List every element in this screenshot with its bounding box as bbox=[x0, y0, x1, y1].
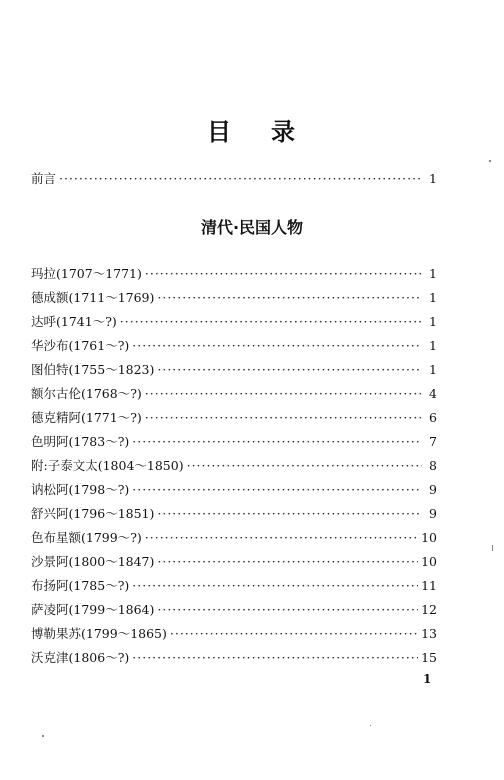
dot-leader bbox=[157, 289, 422, 307]
dot-leader bbox=[132, 649, 418, 667]
toc-entry[interactable] bbox=[31, 313, 437, 331]
toc-entry-page: 7 bbox=[429, 434, 437, 449]
toc-entry-page: 9 bbox=[429, 482, 437, 497]
footer-page-number: 1 bbox=[423, 672, 432, 686]
toc-entry-page: 1 bbox=[429, 171, 437, 186]
toc-entry-preface[interactable] bbox=[31, 170, 437, 188]
toc-entry-page: 10 bbox=[421, 554, 437, 569]
toc-entry-page: 1 bbox=[429, 362, 437, 377]
toc-entry[interactable] bbox=[31, 361, 437, 379]
toc-entry-page: 1 bbox=[429, 290, 437, 305]
dot-leader bbox=[157, 361, 422, 379]
scan-speck bbox=[42, 735, 44, 737]
page-title bbox=[0, 112, 504, 147]
toc-entry[interactable] bbox=[31, 601, 437, 619]
toc-entry-page: 11 bbox=[421, 578, 437, 593]
dot-leader bbox=[59, 170, 422, 188]
toc-entry-label: 色明阿(1783～?) bbox=[31, 434, 130, 449]
toc-entry-label: 图伯特(1755～1823) bbox=[31, 362, 155, 377]
toc-entry-label: 讷松阿(1798～?) bbox=[31, 482, 130, 497]
toc-entry[interactable] bbox=[31, 529, 437, 547]
toc-entry-label: 沙景阿(1800～1847) bbox=[31, 554, 155, 569]
toc-entry-label: 沃克津(1806～?) bbox=[31, 650, 130, 665]
toc-entry[interactable] bbox=[31, 289, 437, 307]
toc-entry-label: 萨凌阿(1799～1864) bbox=[31, 602, 155, 617]
toc-entry[interactable] bbox=[31, 481, 437, 499]
toc-entry-page: 1 bbox=[429, 338, 437, 353]
toc-entry[interactable] bbox=[31, 649, 437, 667]
toc-entry-page: 6 bbox=[429, 410, 437, 425]
dot-leader bbox=[187, 457, 422, 475]
toc-entry-label: 华沙布(1761～?) bbox=[31, 338, 130, 353]
toc-entry-page: 4 bbox=[429, 386, 437, 401]
dot-leader bbox=[170, 625, 418, 643]
scan-speck bbox=[489, 160, 491, 162]
toc-entry[interactable] bbox=[31, 625, 437, 643]
dot-leader bbox=[120, 313, 422, 331]
toc-entry[interactable] bbox=[31, 385, 437, 403]
toc-entry-label: 额尔古伦(1768～?) bbox=[31, 386, 142, 401]
toc-entry-label: 德成额(1711～1769) bbox=[31, 290, 155, 305]
dot-leader bbox=[132, 433, 422, 451]
scan-speck bbox=[370, 725, 371, 726]
dot-leader bbox=[132, 481, 422, 499]
dot-leader bbox=[157, 553, 418, 571]
toc-entry[interactable] bbox=[31, 577, 437, 595]
title-char-right: 录 bbox=[271, 118, 297, 146]
toc-entry[interactable] bbox=[31, 337, 437, 355]
toc-entry-label: 布扬阿(1785～?) bbox=[31, 578, 130, 593]
toc-entry-page: 8 bbox=[429, 458, 437, 473]
dot-leader bbox=[145, 529, 418, 547]
toc-entry-page: 15 bbox=[421, 650, 437, 665]
title-char-left: 目 bbox=[207, 118, 233, 146]
toc-entry[interactable] bbox=[31, 553, 437, 571]
toc-entry-page: 9 bbox=[429, 506, 437, 521]
scan-speck bbox=[492, 545, 493, 551]
dot-leader bbox=[132, 577, 418, 595]
toc-entry-label: 前言 bbox=[31, 171, 57, 186]
toc-entry[interactable] bbox=[31, 457, 437, 475]
toc-entry-page: 1 bbox=[429, 266, 437, 281]
toc-entry-label: 色布星额(1799～?) bbox=[31, 530, 142, 545]
toc-entry-label: 附:子泰文太(1804～1850) bbox=[31, 458, 184, 473]
toc-entry[interactable] bbox=[31, 433, 437, 451]
dot-leader bbox=[145, 265, 422, 283]
toc-entry-page: 10 bbox=[421, 530, 437, 545]
toc-entry-page: 12 bbox=[421, 602, 437, 617]
toc-entry-label: 玛拉(1707～1771) bbox=[31, 266, 142, 281]
section-heading: 清代·民国人物 bbox=[200, 218, 304, 237]
toc-entry-label: 博勒果苏(1799～1865) bbox=[31, 626, 167, 641]
toc-entry-page: 1 bbox=[429, 314, 437, 329]
toc-entry[interactable] bbox=[31, 505, 437, 523]
toc-entry[interactable] bbox=[31, 409, 437, 427]
dot-leader bbox=[132, 337, 422, 355]
dot-leader bbox=[145, 409, 422, 427]
toc-entry-page: 13 bbox=[421, 626, 437, 641]
toc-entry-label: 德克精阿(1771～?) bbox=[31, 410, 142, 425]
dot-leader bbox=[157, 505, 422, 523]
toc-entry-label: 达呼(1741～?) bbox=[31, 314, 117, 329]
dot-leader bbox=[145, 385, 422, 403]
toc-entry-label: 舒兴阿(1796～1851) bbox=[31, 506, 155, 521]
dot-leader bbox=[157, 601, 418, 619]
toc-entry[interactable] bbox=[31, 265, 437, 283]
